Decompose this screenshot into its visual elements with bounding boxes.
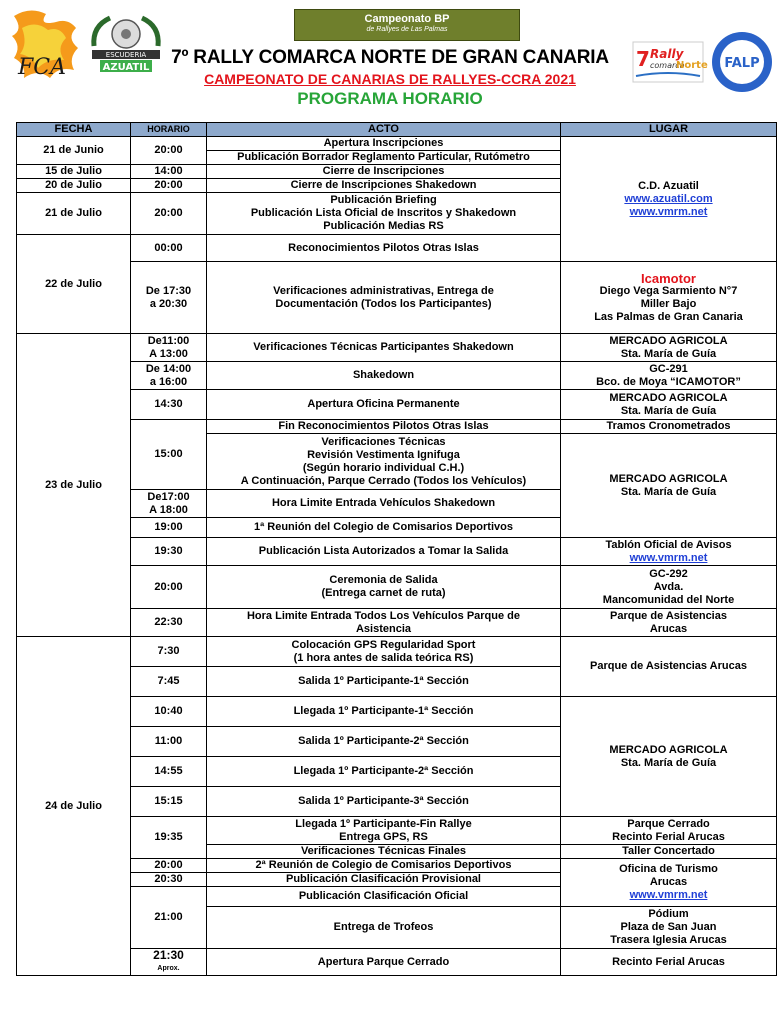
act-cell: Llegada 1º Participante-1ª Sección: [207, 697, 561, 727]
act-cell: 1ª Reunión del Colegio de Comisarios Deportivos: [207, 518, 561, 538]
time-cell: 7:30: [131, 637, 207, 667]
act-cell: Entrega de Trofeos: [207, 907, 561, 949]
table-row: [17, 362, 777, 390]
act-cell: Ceremonia de Salida (Entrega carnet de ruta): [207, 566, 561, 609]
date-cell: 22 de Julio: [17, 235, 131, 334]
date-cell: 20 de Julio: [17, 179, 131, 193]
place-cell: MERCADO AGRICOLA Sta. María de Guía: [561, 434, 777, 538]
act-cell: Cierre de Inscripciones: [207, 165, 561, 179]
vmrm-link[interactable]: www.vmrm.net: [629, 205, 708, 218]
act-cell: Apertura Inscripciones: [207, 137, 561, 151]
place-cell: MERCADO AGRICOLA Sta. María de Guía: [561, 390, 777, 420]
act-cell: Publicación Clasificación Provisional: [207, 873, 561, 887]
table-row: [17, 334, 777, 362]
place-cell: Tramos Cronometrados: [561, 420, 777, 434]
time-cell: 19:00: [131, 518, 207, 538]
place-cell: Oficina de Turismo Arucas www.vmrm.net: [561, 859, 777, 907]
place-cell: Parque de Asistencias Arucas: [561, 609, 777, 637]
time-cell: 14:30: [131, 390, 207, 420]
time-cell: 20:00: [131, 193, 207, 235]
time-cell: 22:30: [131, 609, 207, 637]
act-cell: Hora Limite Entrada Todos Los Vehículos Parque de Asistencia: [207, 609, 561, 637]
act-cell: Publicación Clasificación Oficial: [207, 887, 561, 907]
table-row: [17, 390, 777, 420]
svg-text:FALP: FALP: [724, 56, 760, 71]
program-heading: PROGRAMA HORARIO: [297, 89, 483, 108]
place-cell: Taller Concertado: [561, 845, 777, 859]
col-header-acto: ACTO: [207, 123, 561, 137]
act-cell: Colocación GPS Regularidad Sport (1 hora antes de salida teórica RS): [207, 637, 561, 667]
date-cell: 21 de Junio: [17, 137, 131, 165]
time-cell: 7:45: [131, 667, 207, 697]
act-cell: Cierre de Inscripciones Shakedown: [207, 179, 561, 193]
date-cell: 24 de Julio: [17, 637, 131, 976]
place-cell: Pódium Plaza de San Juan Trasera Iglesia Arucas: [561, 907, 777, 949]
vmrm-link[interactable]: www.vmrm.net: [629, 551, 708, 564]
banner-title: Campeonato BP: [364, 13, 450, 25]
svg-text:ESCUDERIA: ESCUDERIA: [105, 51, 147, 59]
time-cell: 10:40: [131, 697, 207, 727]
act-cell: Publicación Borrador Reglamento Particular, Rutómetro: [207, 151, 561, 165]
table-row: [17, 637, 777, 667]
table-row: [17, 262, 777, 334]
act-cell: Apertura Oficina Permanente: [207, 390, 561, 420]
act-cell: Publicación Briefing Publicación Lista Oficial de Inscritos y Shakedown Publicación Medias RS: [207, 193, 561, 235]
place-cell: MERCADO AGRICOLA Sta. María de Guía: [561, 334, 777, 362]
act-cell: 2ª Reunión de Colegio de Comisarios Deportivos: [207, 859, 561, 873]
place-cell: Parque de Asistencias Arucas: [561, 637, 777, 697]
place-cell: Parque Cerrado Recinto Ferial Arucas: [561, 817, 777, 845]
place-cell: C.D. Azuatil www.azuatil.com www.vmrm.net: [561, 137, 777, 262]
col-header-lugar: LUGAR: [561, 123, 777, 137]
table-row: [17, 697, 777, 727]
act-cell: Publicación Lista Autorizados a Tomar la Salida: [207, 538, 561, 566]
championship-subtitle: CAMPEONATO DE CANARIAS DE RALLYES-CCRA 2021: [204, 71, 576, 87]
time-cell: 14:55: [131, 757, 207, 787]
act-cell: Salida 1º Participante-1ª Sección: [207, 667, 561, 697]
act-cell: Shakedown: [207, 362, 561, 390]
svg-text:FCA: FCA: [18, 55, 66, 80]
place-cell: GC-292 Avda. Mancomunidad del Norte: [561, 566, 777, 609]
date-cell: 21 de Julio: [17, 193, 131, 235]
time-cell: 20:00: [131, 566, 207, 609]
time-cell: 15:15: [131, 787, 207, 817]
time-cell: 21:30 Aprox.: [131, 949, 207, 976]
table-row: [17, 817, 777, 845]
place-cell: MERCADO AGRICOLA Sta. María de Guía: [561, 697, 777, 817]
act-cell: Verificaciones Técnicas Participantes Shakedown: [207, 334, 561, 362]
time-cell: 19:30: [131, 538, 207, 566]
time-cell: 00:00: [131, 235, 207, 262]
table-row: [17, 609, 777, 637]
table-row: [17, 420, 777, 434]
col-header-fecha: FECHA: [17, 123, 131, 137]
act-cell: Salida 1º Participante-3ª Sección: [207, 787, 561, 817]
escuderia-azuatil-logo: [88, 12, 164, 80]
rally-comarca-norte-logo: [632, 36, 708, 86]
time-cell: 14:00: [131, 165, 207, 179]
act-cell: Salida 1º Participante-2ª Sección: [207, 727, 561, 757]
act-cell: Verificaciones administrativas, Entrega de Documentación (Todos los Participantes): [207, 262, 561, 334]
table-header-row: [17, 123, 777, 137]
place-cell: GC-291 Bco. de Moya “ICAMOTOR”: [561, 362, 777, 390]
act-cell: Llegada 1º Participante-Fin Rallye Entrega GPS, RS: [207, 817, 561, 845]
schedule-table: [16, 122, 777, 976]
table-row: [17, 566, 777, 609]
time-cell: 11:00: [131, 727, 207, 757]
time-cell: De 14:00 a 16:00: [131, 362, 207, 390]
time-cell: 19:35: [131, 817, 207, 859]
place-cell: Recinto Ferial Arucas: [561, 949, 777, 976]
svg-text:7: 7: [636, 47, 650, 71]
table-row: [17, 859, 777, 873]
campeonato-bp-banner: [294, 9, 520, 41]
svg-text:Rally: Rally: [650, 47, 684, 61]
banner-subtitle: de Rallyes de Las Palmas: [366, 26, 448, 33]
time-cell: 20:00: [131, 137, 207, 165]
act-cell: Verificaciones Técnicas Revisión Vestimenta Ignifuga (Según horario individual C.H.) A Continuación, Parque Cerrado (Todos los Vehículos): [207, 434, 561, 490]
table-row: [17, 538, 777, 566]
place-cell: Icamotor Diego Vega Sarmiento N°7 Miller Bajo Las Palmas de Gran Canaria: [561, 262, 777, 334]
act-cell: Fin Reconocimientos Pilotos Otras Islas: [207, 420, 561, 434]
act-cell: Llegada 1º Participante-2ª Sección: [207, 757, 561, 787]
time-cell: 15:00: [131, 420, 207, 490]
time-cell: 21:00: [131, 887, 207, 949]
svg-text:AZUATIL: AZUATIL: [102, 62, 150, 73]
event-title: 7º RALLY COMARCA NORTE DE GRAN CANARIA: [171, 47, 609, 68]
col-header-horario: HORARIO: [131, 123, 207, 137]
time-cell: 20:00: [131, 859, 207, 873]
act-cell: Apertura Parque Cerrado: [207, 949, 561, 976]
time-cell: De11:00 A 13:00: [131, 334, 207, 362]
act-cell: Verificaciones Técnicas Finales: [207, 845, 561, 859]
time-cell: De 17:30 a 20:30: [131, 262, 207, 334]
act-cell: Reconocimientos Pilotos Otras Islas: [207, 235, 561, 262]
svg-text:comarca: comarca: [650, 61, 685, 70]
azuatil-link[interactable]: www.azuatil.com: [624, 192, 713, 205]
svg-text:Norte: Norte: [676, 60, 708, 71]
table-row: [17, 137, 777, 151]
vmrm-link[interactable]: www.vmrm.net: [629, 889, 708, 901]
time-cell: 20:00: [131, 179, 207, 193]
time-cell: 20:30: [131, 873, 207, 887]
approx-note: Aprox.: [157, 965, 180, 972]
icamotor-label: Icamotor: [641, 270, 696, 286]
table-row: [17, 949, 777, 976]
fca-logo: [8, 8, 82, 84]
falp-logo: [710, 30, 774, 94]
act-cell: Hora Limite Entrada Vehículos Shakedown: [207, 490, 561, 518]
date-cell: 23 de Julio: [17, 334, 131, 637]
date-cell: 15 de Julio: [17, 165, 131, 179]
time-cell: De17:00 A 18:00: [131, 490, 207, 518]
place-cell: Tablón Oficial de Avisos www.vmrm.net: [561, 538, 777, 566]
